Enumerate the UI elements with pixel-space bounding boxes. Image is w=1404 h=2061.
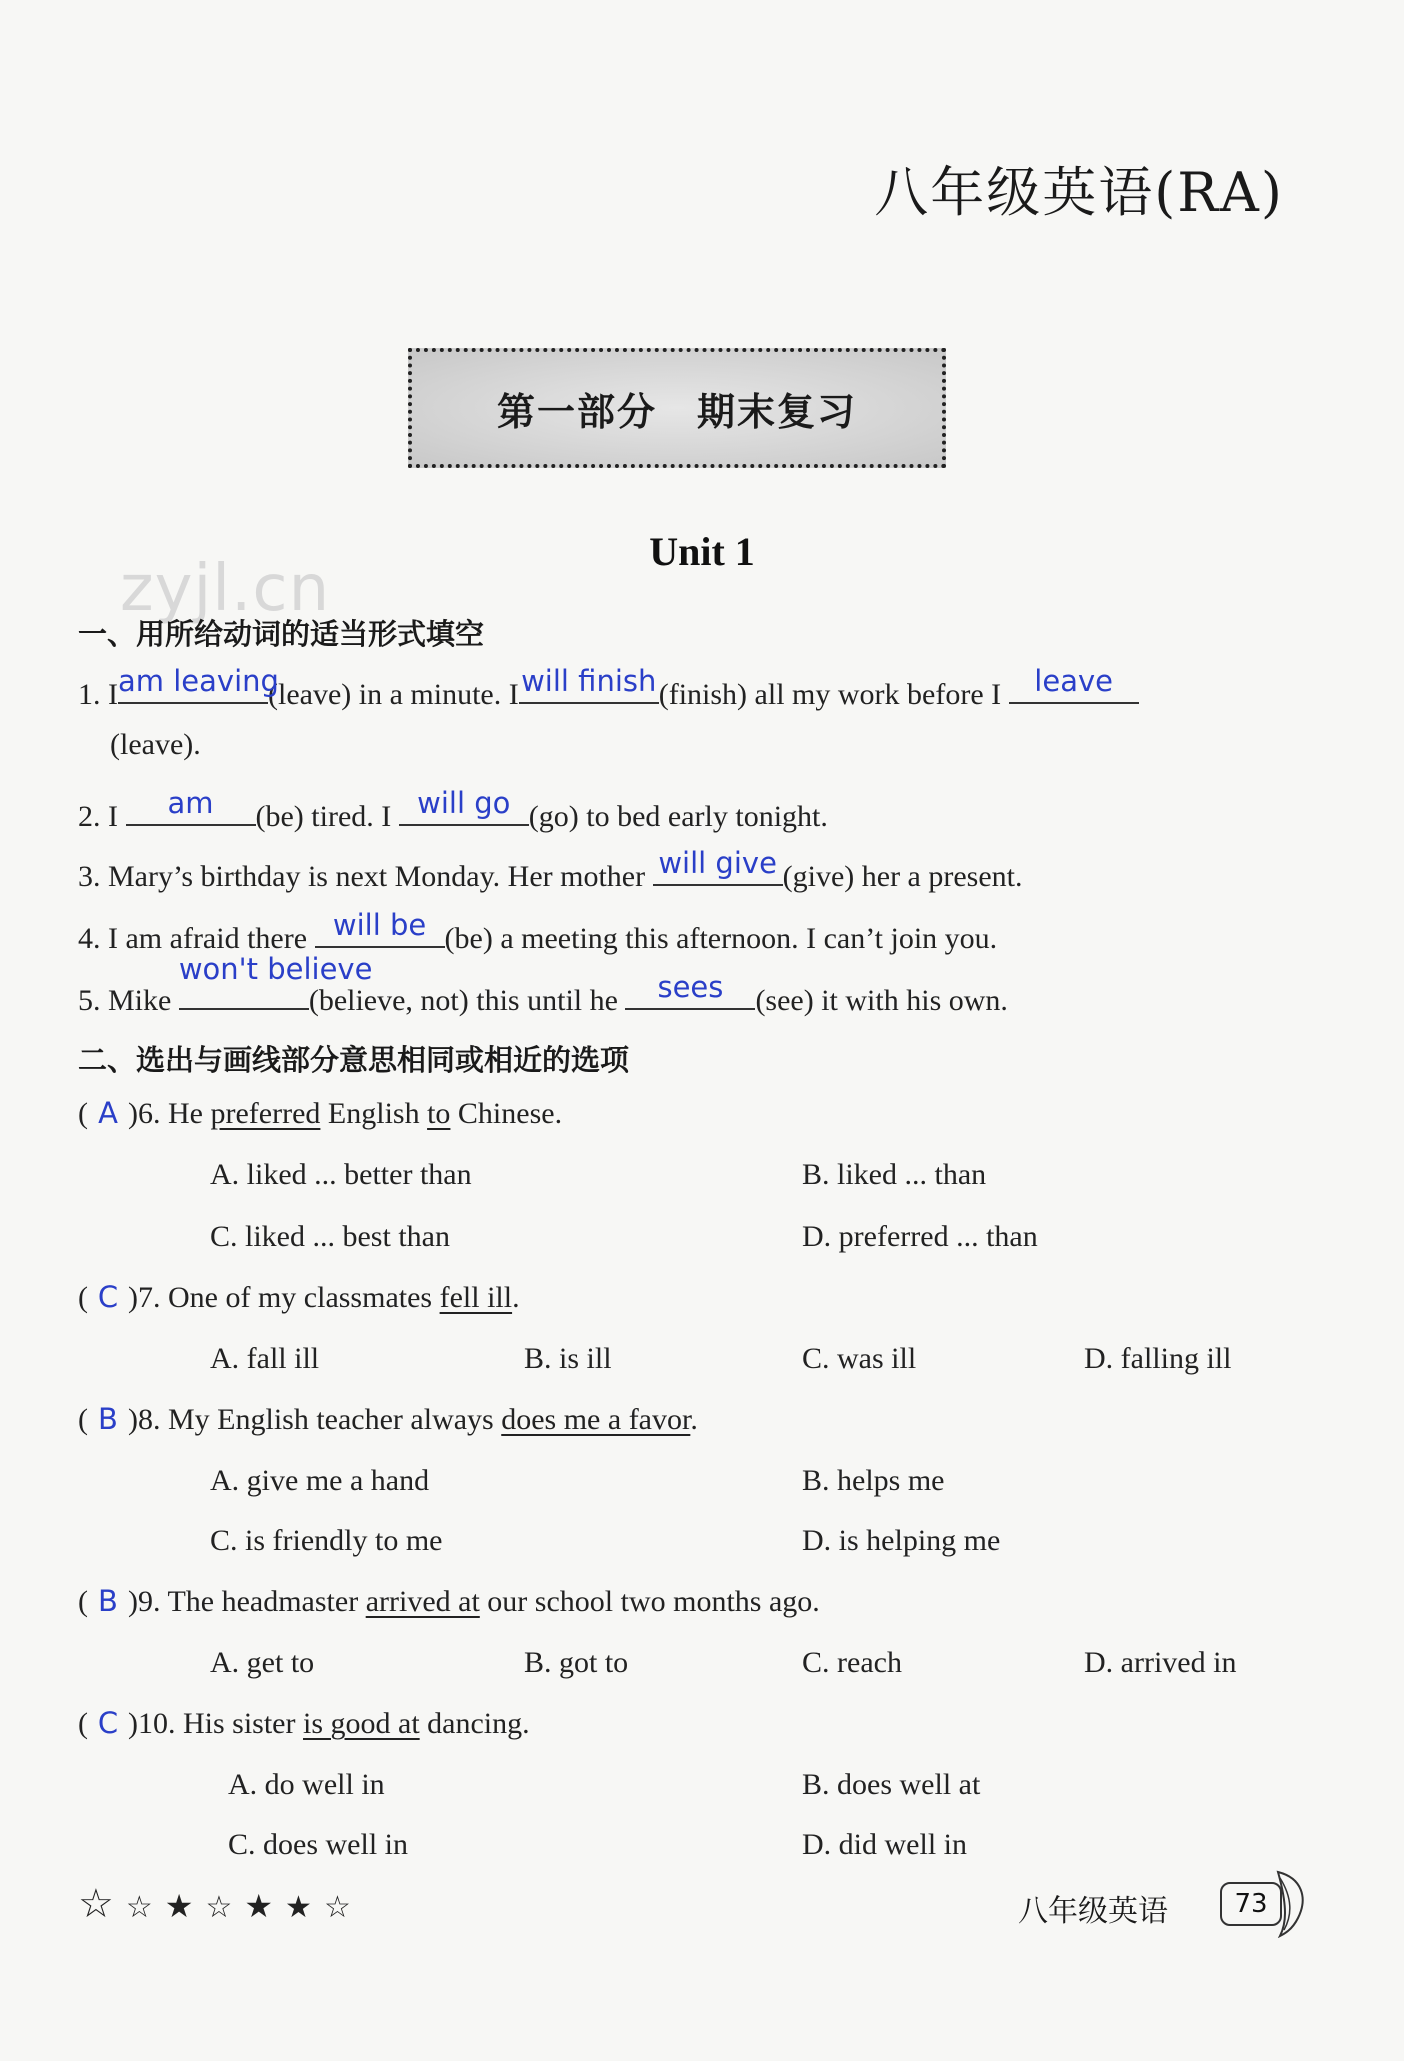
star-icon: ☆ [323,1891,351,1924]
answer-choice[interactable]: A [98,1096,118,1130]
answer-blank[interactable]: leave [1009,668,1139,704]
option-a[interactable]: A. do well in [228,1768,385,1801]
option-c[interactable]: C. is friendly to me [210,1524,443,1557]
option-a[interactable]: A. fall ill [210,1342,320,1375]
option-a[interactable]: A. give me a hand [210,1464,430,1497]
part-title: 第一部分 期末复习 [496,389,857,434]
star-icon: ☆ [205,1891,233,1924]
leaf-icon [1274,1868,1310,1938]
answer-blank[interactable]: will be [315,912,445,948]
question-7: ( C )7. One of my classmates fell ill. [78,1280,520,1314]
section-1-title: 一、用所给动词的适当形式填空 [78,617,485,651]
question-3: 3. Mary’s birthday is next Monday. Her mother will give (give) her a present. [78,846,1023,893]
answer-blank[interactable]: am [126,790,256,826]
option-d[interactable]: D. falling ill [1084,1342,1232,1375]
answer-blank[interactable]: will go [399,790,529,826]
answer-blank[interactable]: will finish [519,668,659,704]
option-b[interactable]: B. liked ... than [802,1158,987,1191]
star-icon: ☆ [78,1881,114,1926]
answer-blank[interactable]: sees [625,974,755,1010]
star-icon: ★ [164,1888,194,1924]
option-b[interactable]: B. is ill [524,1342,612,1375]
option-b[interactable]: B. got to [524,1646,629,1679]
option-c[interactable]: C. was ill [802,1342,917,1375]
book-title: 八年级英语(RA) [874,161,1284,224]
answer-choice[interactable]: B [98,1402,118,1436]
question-9: ( B )9. The headmaster arrived at our school two months ago. [78,1584,820,1618]
question-1: 1. I am leaving (leave) in a minute. I will finish (finish) all my work before I leave [78,668,1139,712]
question-1-continued: (leave). [110,728,201,761]
page-number: 73 [1220,1882,1282,1926]
star-icon: ★ [285,1891,312,1924]
option-d[interactable]: D. did well in [802,1828,967,1861]
option-a[interactable]: A. liked ... better than [210,1158,472,1191]
option-a[interactable]: A. get to [210,1646,315,1679]
watermark: zyjl.cn [120,552,331,626]
answer-blank[interactable]: will give [653,850,783,886]
answer-blank[interactable]: am leaving [118,668,268,704]
question-10: ( C )10. His sister is good at dancing. [78,1706,530,1740]
option-d[interactable]: D. preferred ... than [802,1220,1038,1253]
answer-choice[interactable]: C [97,1280,119,1314]
question-8: ( B )8. My English teacher always does me a favor. [78,1402,698,1436]
question-2: 2. I am (be) tired. I will go (go) to bed early tonight. [78,786,828,833]
question-6: ( A )6. He preferred English to Chinese. [78,1096,563,1130]
option-b[interactable]: B. helps me [802,1464,945,1497]
decorative-stars [78,1880,363,1927]
option-c[interactable]: C. does well in [228,1828,408,1861]
option-c[interactable]: C. liked ... best than [210,1220,450,1253]
footer-label: 八年级英语 [1018,1894,1168,1929]
answer-choice[interactable]: B [98,1584,118,1618]
question-5: 5. Mike won't believe (believe, not) this until he sees (see) it with his own. [78,952,1008,1017]
option-d[interactable]: D. arrived in [1084,1646,1237,1679]
option-d[interactable]: D. is helping me [802,1524,1001,1557]
option-b[interactable]: B. does well at [802,1768,981,1801]
answer-choice[interactable]: C [97,1706,119,1740]
section-2-title: 二、选出与画线部分意思相同或相近的选项 [78,1043,630,1077]
part-title-box [408,348,946,468]
answer-blank[interactable]: won't believe [179,974,309,1010]
question-4: 4. I am afraid there will be (be) a meeting this afternoon. I can’t join you. [78,908,998,955]
star-icon: ☆ [125,1891,153,1924]
unit-title: Unit 1 [649,529,755,574]
star-icon: ★ [244,1888,274,1924]
option-c[interactable]: C. reach [802,1646,902,1679]
